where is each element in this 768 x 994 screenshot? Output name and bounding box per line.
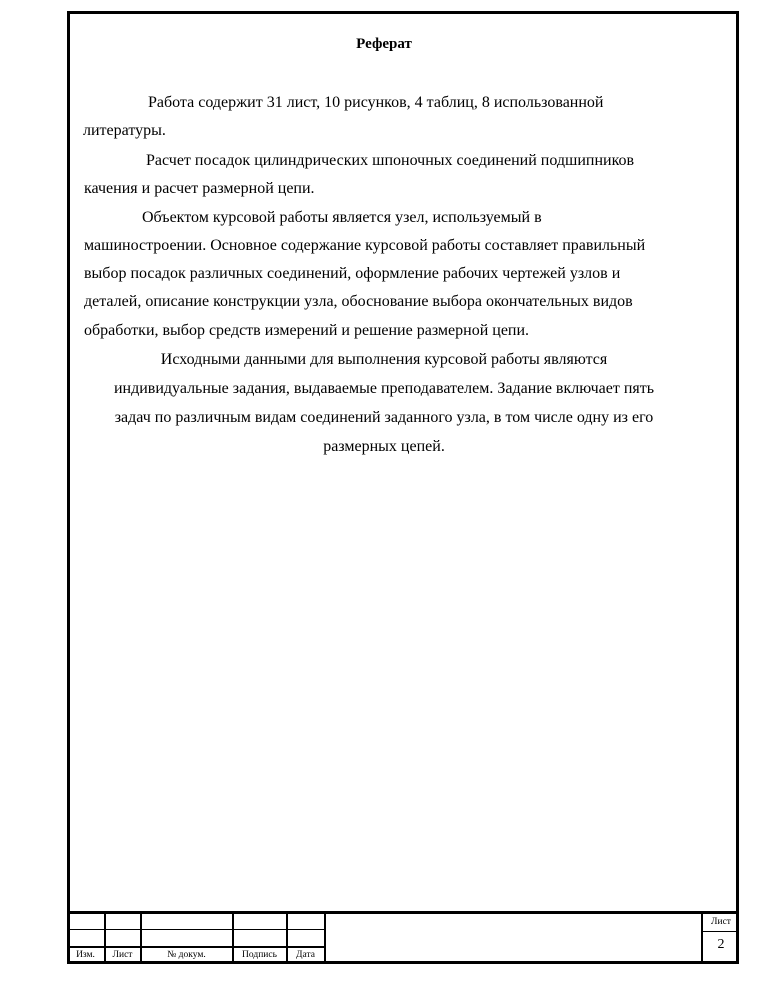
paragraph-2-line-1: Расчет посадок цилиндрических шпоночных соединений подшипников — [146, 152, 635, 169]
title-block-stamp — [67, 911, 739, 964]
page-number: 2 — [717, 937, 725, 952]
paragraph-1-line-2: литературы. — [83, 122, 166, 139]
paragraph-3-line-3: выбор посадок различных соединений, оформление рабочих чертежей узлов и — [84, 265, 621, 282]
document-title: Реферат — [356, 36, 412, 52]
paragraph-3-line-5: обработки, выбор средств измерений и решение размерной цепи. — [84, 322, 530, 339]
paragraph-3-line-4: деталей, описание конструкции узла, обоснование выбора окончательных видов — [84, 293, 633, 310]
stamp-sheet-label: Лист — [711, 917, 731, 927]
paragraph-4-line-1: Исходными данными для выполнения курсовой работы являются — [160, 351, 608, 368]
stamp-doc-number-label: № докум. — [167, 950, 206, 960]
paragraph-4-line-2: индивидуальные задания, выдаваемые преподавателем. Задание включает пять — [113, 380, 655, 397]
paragraph-1-line-1: Работа содержит 31 лист, 10 рисунков, 4 таблиц, 8 использованной — [148, 94, 604, 111]
paragraph-3-line-1: Объектом курсовой работы является узел, используемый в — [142, 209, 542, 226]
stamp-list-label: Лист — [112, 950, 133, 960]
paragraph-3-line-2: машиностроении. Основное содержание курсовой работы составляет правильный — [84, 237, 646, 254]
stamp-signature-label: Подпись — [242, 950, 277, 960]
paragraph-4-line-3: задач по различным видам соединений заданного узла, в том числе одну из его — [114, 409, 654, 426]
paragraph-4-line-4: размерных цепей. — [323, 438, 445, 455]
paragraph-2-line-2: качения и расчет размерной цепи. — [84, 180, 315, 197]
stamp-date-label: Дата — [296, 950, 315, 960]
stamp-izm-label: Изм. — [76, 950, 95, 960]
